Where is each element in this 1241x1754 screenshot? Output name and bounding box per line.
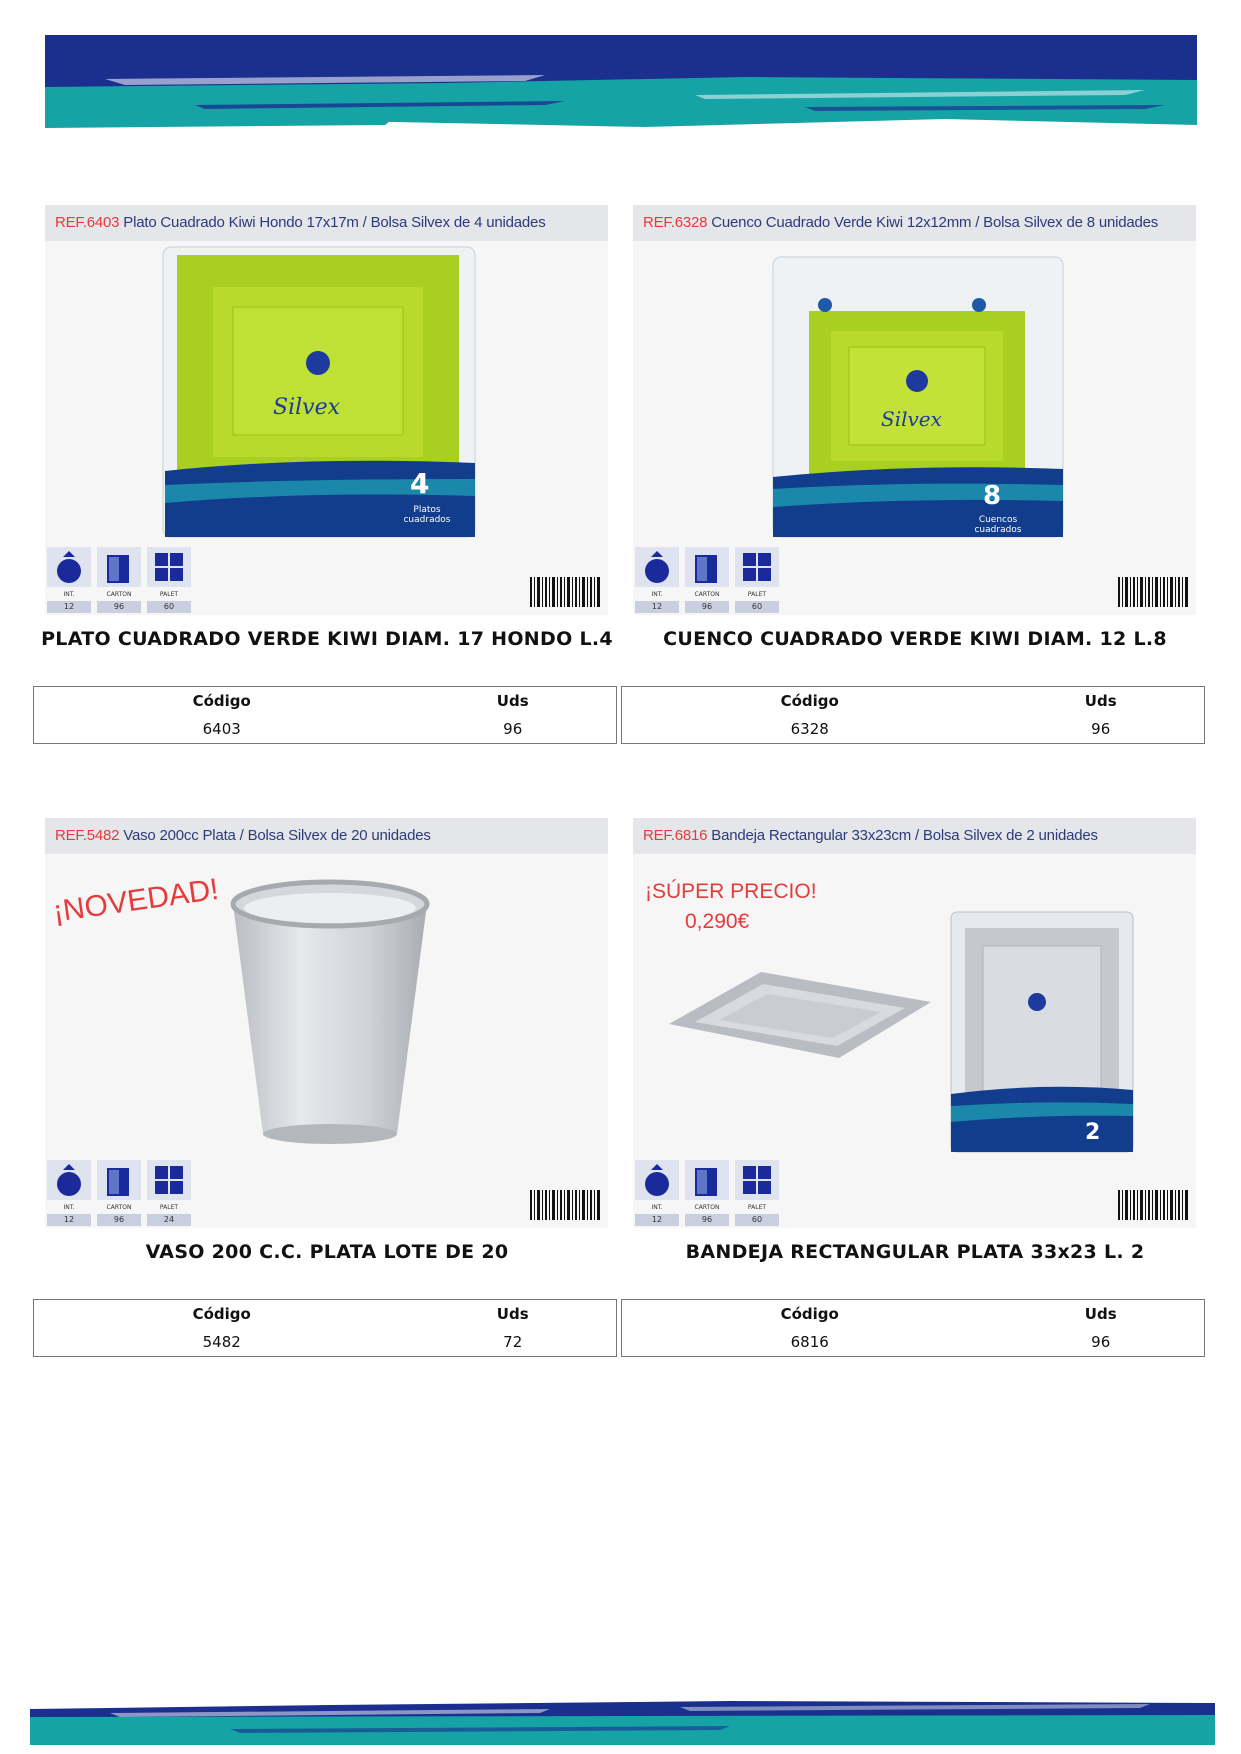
- units-header: Uds: [1084, 1305, 1117, 1323]
- product-info-table: [33, 686, 617, 744]
- code-header: Código: [780, 692, 839, 710]
- product-photo-plate: [45, 241, 608, 541]
- units-value: 96: [1091, 1333, 1111, 1351]
- icon-value-carton: 96: [701, 1215, 713, 1224]
- icon-label-carton: CARTON: [106, 591, 132, 598]
- icon-value-palet: 60: [751, 602, 763, 611]
- ref-line: REF.6816 Bandeja Rectangular 33x23cm / Bolsa Silvex de 2 unidades: [643, 827, 1098, 844]
- product-info-table: [621, 1299, 1205, 1357]
- product-info-table: [621, 686, 1205, 744]
- icon-label-int: INT.: [651, 591, 663, 598]
- icon-label-carton: CARTON: [694, 591, 720, 598]
- icon-value-palet: 60: [163, 602, 175, 611]
- icon-label-palet: PALET: [747, 1204, 767, 1211]
- units-header: Uds: [496, 1305, 529, 1323]
- barcode-icon: [1118, 1190, 1188, 1224]
- icon-label-int: INT.: [63, 591, 75, 598]
- ref-line: REF.5482 Vaso 200cc Plata / Bolsa Silvex de 20 unidades: [55, 827, 431, 844]
- product-card-5482: [45, 818, 608, 1228]
- icon-value-int: 12: [63, 602, 75, 611]
- icon-value-carton: 96: [701, 602, 713, 611]
- icon-value-int: 12: [651, 1215, 663, 1224]
- units-header: Uds: [1084, 692, 1117, 710]
- code-header: Código: [780, 1305, 839, 1323]
- promo-badge: ¡NOVEDAD!: [51, 872, 221, 929]
- pack-count: 4: [410, 467, 430, 500]
- code-value: 5482: [202, 1333, 241, 1351]
- product-title: BANDEJA RECTANGULAR PLATA 33x23 L. 2: [685, 1241, 1145, 1263]
- product-card-6403: [45, 205, 608, 615]
- icon-label-palet: PALET: [159, 591, 179, 598]
- icon-value-int: 12: [63, 1215, 75, 1224]
- code-header: Código: [192, 692, 251, 710]
- brand-logo: Silvex: [273, 395, 340, 420]
- brand-logo: Silvex: [1007, 1086, 1056, 1105]
- product-title: PLATO CUADRADO VERDE KIWI DIAM. 17 HONDO L.4: [41, 628, 613, 650]
- units-value: 96: [503, 720, 523, 738]
- code-value: 6328: [790, 720, 829, 738]
- pack-caption: Platos cuadrados: [403, 505, 451, 525]
- icon-value-palet: 24: [163, 1215, 175, 1224]
- icon-label-carton: CARTON: [106, 1204, 132, 1211]
- price-label: 0,290€: [685, 910, 750, 933]
- units-header: Uds: [496, 692, 529, 710]
- icon-value-int: 12: [651, 602, 663, 611]
- product-title: VASO 200 C.C. PLATA LOTE DE 20: [145, 1241, 509, 1263]
- pack-count: 2: [1085, 1120, 1101, 1145]
- icon-value-carton: 96: [113, 602, 125, 611]
- code-value: 6403: [202, 720, 241, 738]
- icon-value-palet: 60: [751, 1215, 763, 1224]
- pack-caption: Cuencos cuadrados: [974, 515, 1022, 535]
- pack-count: 8: [983, 481, 1002, 511]
- product-title: CUENCO CUADRADO VERDE KIWI DIAM. 12 L.8: [663, 628, 1167, 650]
- brand-logo: Silvex: [881, 407, 942, 431]
- barcode-icon: [530, 577, 600, 611]
- promo-badge: ¡SÚPER PRECIO!: [645, 880, 817, 903]
- ref-line: REF.6403 Plato Cuadrado Kiwi Hondo 17x17m / Bolsa Silvex de 4 unidades: [55, 214, 546, 231]
- barcode-icon: [530, 1190, 600, 1224]
- icon-label-int: INT.: [651, 1204, 663, 1211]
- product-info-table: [33, 1299, 617, 1357]
- code-value: 6816: [790, 1333, 829, 1351]
- icon-label-int: INT.: [63, 1204, 75, 1211]
- product-photo-bowl: [633, 241, 1196, 541]
- icon-value-carton: 96: [113, 1215, 125, 1224]
- icon-label-carton: CARTON: [694, 1204, 720, 1211]
- units-value: 96: [1091, 720, 1111, 738]
- ref-line: REF.6328 Cuenco Cuadrado Verde Kiwi 12x12mm / Bolsa Silvex de 8 unidades: [643, 214, 1159, 231]
- header-brush-banner: [45, 35, 1197, 135]
- barcode-icon: [1118, 577, 1188, 611]
- product-card-6816: [633, 818, 1196, 1228]
- footer-brush-banner: [30, 1695, 1215, 1745]
- code-header: Código: [192, 1305, 251, 1323]
- units-value: 72: [503, 1333, 523, 1351]
- product-card-6328: [633, 205, 1196, 615]
- icon-label-palet: PALET: [747, 591, 767, 598]
- icon-label-palet: PALET: [159, 1204, 179, 1211]
